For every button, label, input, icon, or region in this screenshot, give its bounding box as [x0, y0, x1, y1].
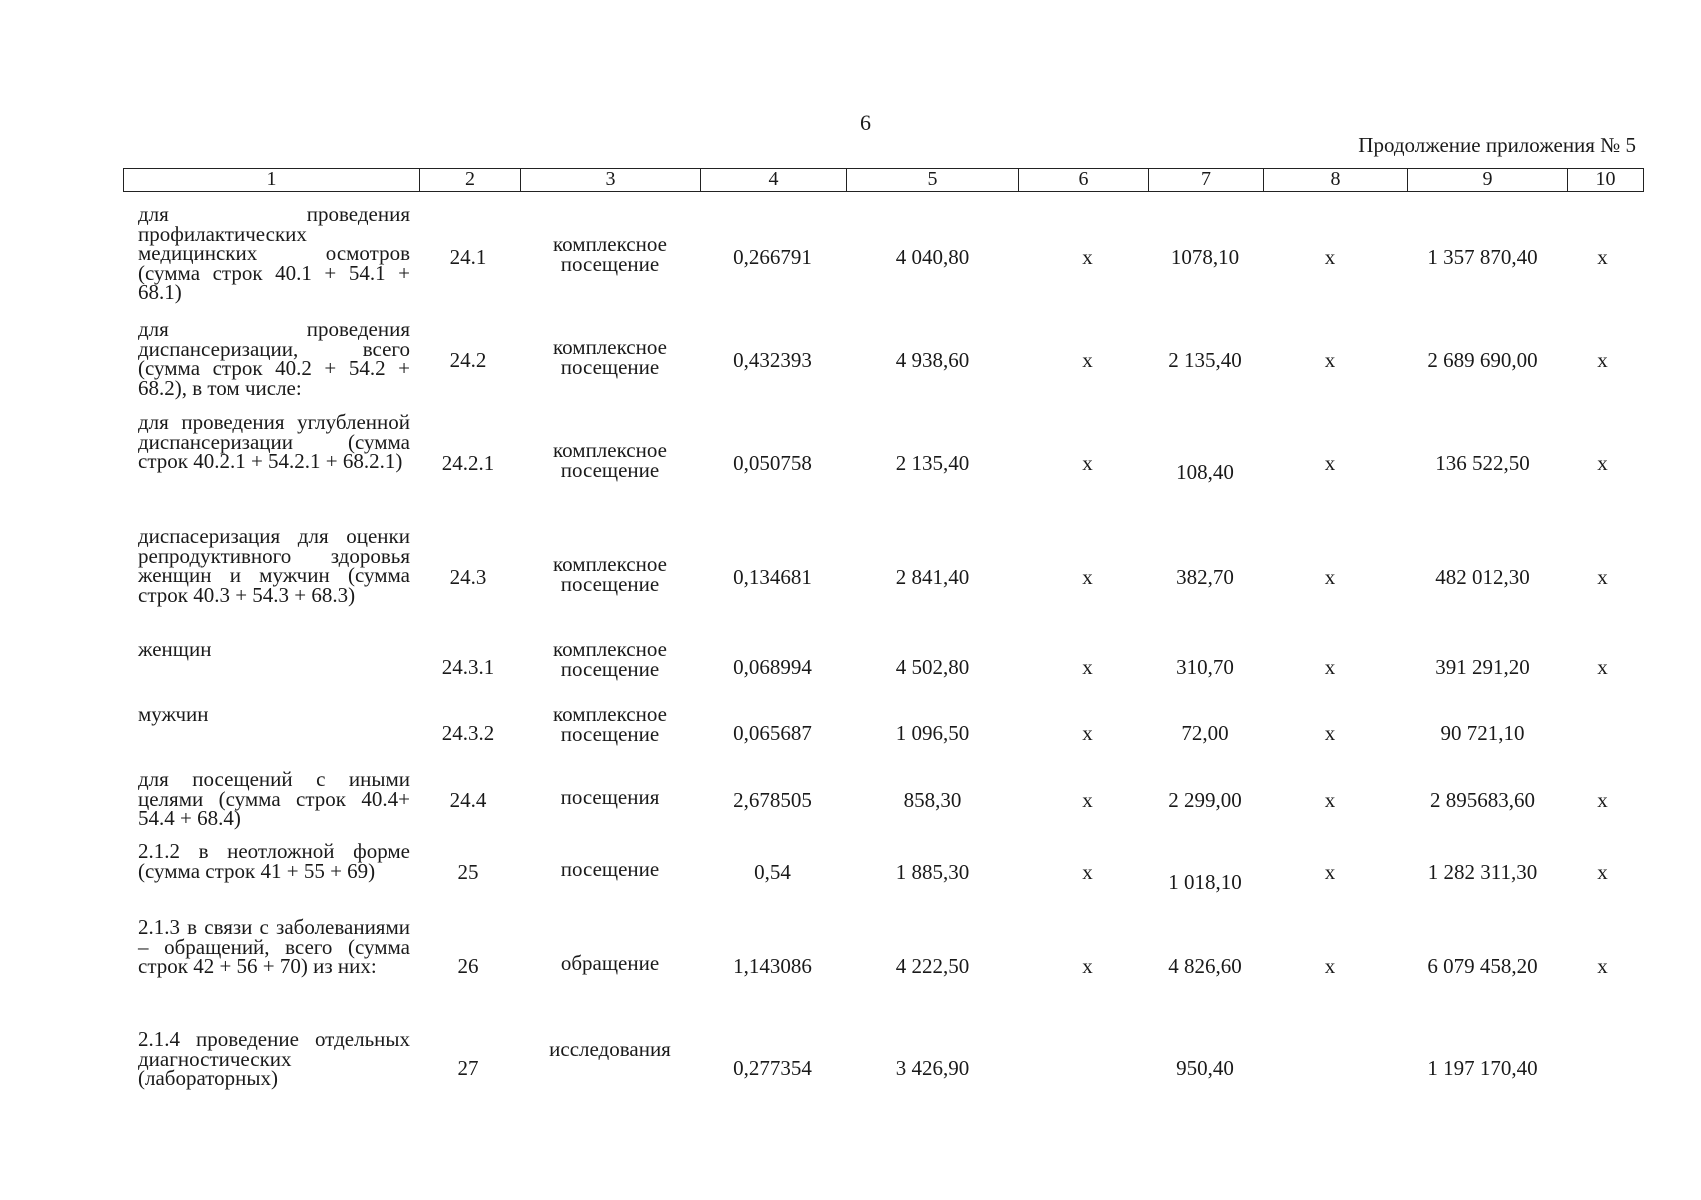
row-code: 24.3 — [449, 565, 487, 589]
row-value-10: х — [1597, 565, 1608, 589]
column-header: 4 — [701, 169, 847, 191]
row-value-10: х — [1597, 451, 1608, 475]
table-header-row — [123, 168, 1644, 192]
row-value-7: 72,00 — [1181, 721, 1229, 745]
row-value-7: 4 826,60 — [1168, 954, 1242, 978]
row-value-10: х — [1597, 788, 1608, 812]
column-header: 7 — [1149, 169, 1264, 191]
row-name: 2.1.3 в связи с заболеваниями – обращений, всего (сумма строк 42 + 56 + 70) из них: — [138, 915, 410, 978]
continuation-title: Продолжение приложения № 5 — [1358, 133, 1636, 157]
row-value-8: х — [1324, 245, 1336, 269]
row-value-10: х — [1597, 655, 1608, 679]
row-value-5: 1 885,30 — [895, 860, 970, 884]
row-value-6: х — [1082, 721, 1093, 745]
column-header: 8 — [1264, 169, 1408, 191]
row-value-10: х — [1597, 348, 1608, 372]
row-code: 24.4 — [449, 788, 487, 812]
row-value-5: 4 502,80 — [895, 655, 970, 679]
row-value-4: 0,065687 — [733, 721, 812, 745]
row-name: женщин — [138, 637, 212, 661]
row-value-9: 1 282 311,30 — [1427, 860, 1538, 884]
row-unit: комплексное посещение — [553, 335, 667, 379]
row-value-5: 3 426,90 — [895, 1056, 970, 1080]
column-header: 3 — [521, 169, 701, 191]
row-value-6: х — [1082, 348, 1093, 372]
row-value-7: 382,70 — [1176, 565, 1234, 589]
column-header: 9 — [1408, 169, 1568, 191]
row-unit: комплексное посещение — [553, 232, 667, 276]
column-header: 5 — [847, 169, 1019, 191]
row-value-5: 4 938,60 — [895, 348, 970, 372]
row-value-5: 2 841,40 — [895, 565, 970, 589]
row-code: 26 — [457, 954, 479, 978]
row-value-4: 1,143086 — [733, 954, 812, 978]
row-value-5: 4 222,50 — [895, 954, 970, 978]
row-value-9: 136 522,50 — [1435, 451, 1530, 475]
column-header: 1 — [124, 169, 420, 191]
page-number: 6 — [860, 110, 871, 135]
row-value-5: 4 040,80 — [895, 245, 970, 269]
column-header: 2 — [420, 169, 521, 191]
row-value-6: х — [1082, 245, 1093, 269]
row-unit: посещение — [560, 857, 660, 881]
row-value-8: х — [1324, 348, 1336, 372]
row-unit: комплексное посещение — [553, 702, 667, 746]
row-value-4: 0,134681 — [733, 565, 812, 589]
row-unit: комплексное посещение — [553, 438, 667, 482]
row-value-9: 391 291,20 — [1435, 655, 1530, 679]
row-value-4: 0,432393 — [733, 348, 812, 372]
row-unit: комплексное посещение — [553, 552, 667, 596]
row-value-5: 1 096,50 — [895, 721, 970, 745]
row-code: 24.3.1 — [441, 655, 495, 679]
row-value-9: 90 721,10 — [1440, 721, 1525, 745]
row-name: для посещений с иными целями (сумма строк 40.4+ 54.4 + 68.4) — [138, 767, 410, 830]
row-code: 25 — [457, 860, 479, 884]
row-value-8: х — [1324, 655, 1336, 679]
row-value-9: 482 012,30 — [1435, 565, 1530, 589]
row-value-8: х — [1324, 721, 1336, 745]
row-value-8: х — [1324, 451, 1336, 475]
row-code: 24.1 — [449, 245, 487, 269]
row-value-7: 2 135,40 — [1168, 348, 1242, 372]
row-code: 24.2 — [449, 348, 487, 372]
row-value-10: х — [1597, 245, 1608, 269]
row-name: мужчин — [138, 702, 209, 726]
row-value-6: х — [1082, 565, 1093, 589]
row-value-6: х — [1082, 788, 1093, 812]
row-name: для проведения углубленной диспансеризации (сумма строк 40.2.1 + 54.2.1 + 68.2.1) — [138, 410, 410, 473]
column-header: 6 — [1019, 169, 1149, 191]
row-value-8: х — [1324, 565, 1336, 589]
row-value-6: х — [1082, 451, 1093, 475]
row-value-4: 2,678505 — [733, 788, 812, 812]
row-value-6: х — [1082, 954, 1093, 978]
row-value-4: 0,277354 — [733, 1056, 812, 1080]
row-value-10: х — [1597, 860, 1608, 884]
row-value-4: 0,266791 — [733, 245, 812, 269]
row-value-4: 0,050758 — [733, 451, 812, 475]
row-unit: обращение — [560, 951, 660, 975]
row-name: для проведения профилактических медицинских осмотров (сумма строк 40.1 + 54.1 + 68.1) — [138, 202, 410, 304]
row-unit: посещения — [560, 785, 660, 809]
row-name: 2.1.4 проведение отдельных диагностических (лабораторных) — [138, 1027, 410, 1090]
row-unit: исследования — [549, 1037, 671, 1061]
row-name: 2.1.2 в неотложной форме (сумма строк 41 + 55 + 69) — [138, 839, 410, 883]
row-value-7: 1078,10 — [1170, 245, 1240, 269]
row-value-7: 1 018,10 — [1168, 870, 1242, 894]
row-value-7: 950,40 — [1176, 1056, 1234, 1080]
row-value-8: х — [1324, 860, 1336, 884]
row-value-4: 0,068994 — [733, 655, 812, 679]
row-value-9: 1 197 170,40 — [1427, 1056, 1538, 1080]
row-value-6: х — [1082, 655, 1093, 679]
row-value-7: 2 299,00 — [1168, 788, 1242, 812]
row-value-8: х — [1324, 788, 1336, 812]
row-value-9: 6 079 458,20 — [1427, 954, 1538, 978]
row-code: 24.3.2 — [441, 721, 495, 745]
row-value-8: х — [1324, 954, 1336, 978]
row-value-9: 1 357 870,40 — [1427, 245, 1538, 269]
row-value-7: 310,70 — [1176, 655, 1234, 679]
column-header: 10 — [1595, 168, 1616, 190]
row-code: 27 — [457, 1056, 479, 1080]
row-value-10: х — [1597, 954, 1608, 978]
row-value-6: х — [1082, 860, 1093, 884]
row-value-9: 2 689 690,00 — [1427, 348, 1538, 372]
row-value-7: 108,40 — [1176, 460, 1234, 484]
row-name: диспасеризация для оценки репродуктивного здоровья женщин и мужчин (сумма строк 40.3 + 54.3 + 68.3) — [138, 524, 410, 607]
row-code: 24.2.1 — [441, 451, 495, 475]
row-value-9: 2 895683,60 — [1430, 788, 1535, 812]
row-name: для проведения диспансеризации, всего (сумма строк 40.2 + 54.2 + 68.2), в том числе: — [138, 317, 410, 400]
row-value-4: 0,54 — [754, 860, 791, 884]
row-unit: комплексное посещение — [553, 637, 667, 681]
row-value-5: 2 135,40 — [895, 451, 970, 475]
row-value-5: 858,30 — [903, 788, 962, 812]
